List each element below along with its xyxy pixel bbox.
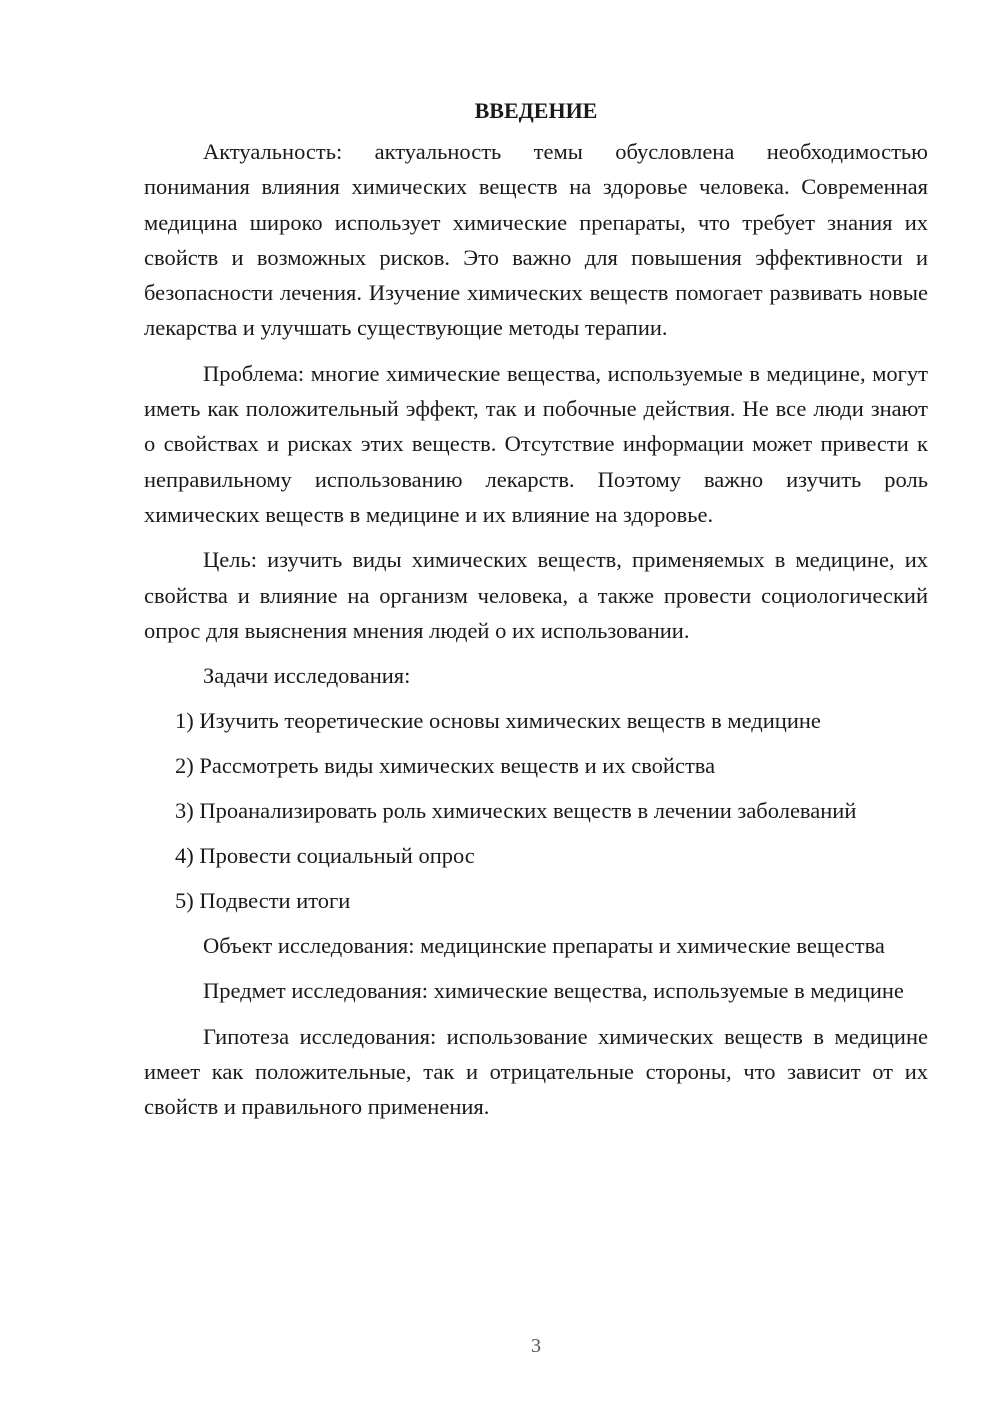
problem-paragraph: Проблема: многие химические вещества, используемые в медицине, могут иметь как положительный эффект, так и побочные действия. Не все люди знают о свойствах и рисках этих веществ. Отсутствие информации может привести к неправильному использованию лекарств. Поэтому важно изучить роль химических веществ в медицине и их влияние на здоровье. [144, 360, 928, 527]
task-item: 1) Изучить теоретические основы химических веществ в медицине [175, 708, 821, 734]
subject-paragraph: Предмет исследования: химические вещества, используемые в медицине [203, 978, 904, 1004]
tasks-heading: Задачи исследования: [203, 663, 411, 689]
hypothesis-paragraph: Гипотеза исследования: использование химических веществ в медицине имеет как положительные, так и отрицательные стороны, что зависит от их свойств и правильного применения. [144, 1023, 928, 1120]
task-item: 5) Подвести итоги [175, 888, 351, 914]
task-item: 2) Рассмотреть виды химических веществ и их свойства [175, 753, 716, 779]
page-number: 3 [531, 1335, 541, 1357]
goal-paragraph: Цель: изучить виды химических веществ, применяемых в медицине, их свойства и влияние на организм человека, а также провести социологический опрос для выяснения мнения людей о их использовании. [144, 547, 928, 643]
object-paragraph: Объект исследования: медицинские препараты и химические вещества [203, 933, 885, 959]
tasks-list [144, 703, 928, 918]
task-item: 3) Проанализировать роль химических веществ в лечении заболеваний [175, 798, 857, 824]
task-item: 4) Провести социальный опрос [175, 843, 475, 869]
document-page [144, 94, 928, 1125]
relevance-paragraph: Актуальность: актуальность темы обусловлена необходимостью понимания влияния химических веществ на здоровье человека. Современная медицина широко использует химические препараты, что требует знания их свойств и возможных рисков. Это важно для повышения эффективности и безопасности лечения. Изучение химических веществ помогает развивать новые лекарства и улучшать существующие методы терапии. [144, 139, 928, 341]
section-title: ВВЕДЕНИЕ [474, 98, 598, 123]
